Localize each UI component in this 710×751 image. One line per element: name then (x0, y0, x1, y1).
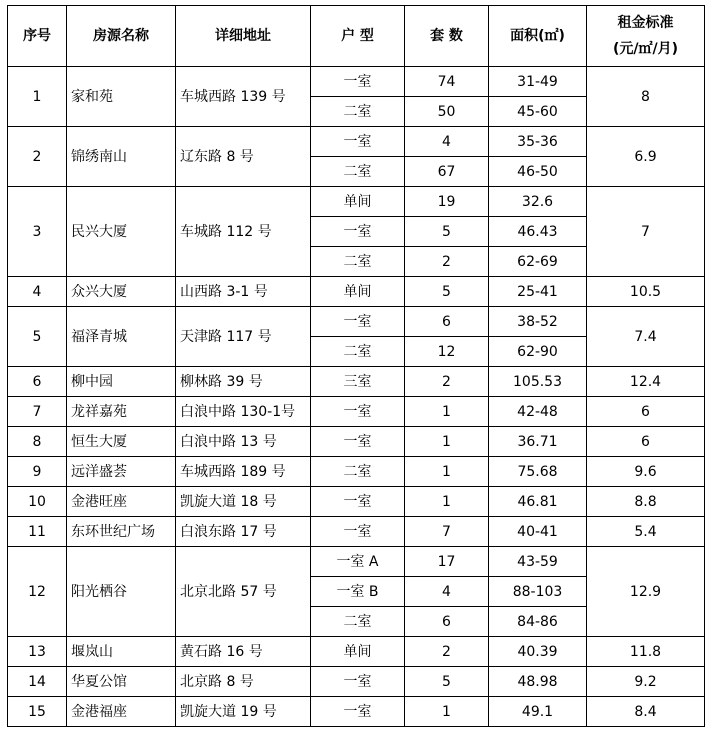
table-row (8, 637, 705, 667)
property-name: 东环世纪广场 (67, 517, 176, 547)
unit-type: 二室 (311, 337, 405, 367)
property-name: 柳中园 (67, 367, 176, 397)
unit-area: 42-48 (489, 397, 587, 427)
unit-area: 38-52 (489, 307, 587, 337)
row-number: 9 (8, 457, 67, 487)
unit-type: 一室 (311, 397, 405, 427)
property-address: 白浪中路 13 号 (176, 427, 311, 457)
unit-type: 单间 (311, 637, 405, 667)
table-row (8, 487, 705, 517)
unit-type: 一室 (311, 667, 405, 697)
row-number: 3 (8, 187, 67, 277)
property-name: 民兴大厦 (67, 187, 176, 277)
unit-area: 75.68 (489, 457, 587, 487)
row-number: 10 (8, 487, 67, 517)
row-number: 5 (8, 307, 67, 367)
unit-type: 二室 (311, 97, 405, 127)
rent-standard: 9.2 (587, 667, 705, 697)
table-body (8, 67, 705, 727)
table-row (8, 457, 705, 487)
unit-type: 一室 (311, 517, 405, 547)
unit-area: 46.43 (489, 217, 587, 247)
unit-count: 6 (405, 607, 489, 637)
header-rent-unit: (元/㎡/月) (612, 41, 679, 57)
unit-area: 49.1 (489, 697, 587, 727)
unit-count: 1 (405, 457, 489, 487)
unit-type: 二室 (311, 607, 405, 637)
unit-area: 62-69 (489, 247, 587, 277)
header-name: 房源名称 (67, 6, 176, 67)
table-row (8, 277, 705, 307)
rental-housing-table-container (7, 5, 704, 746)
unit-count: 74 (405, 67, 489, 97)
property-name: 远洋盛荟 (67, 457, 176, 487)
unit-type: 一室 (311, 67, 405, 97)
unit-count: 2 (405, 637, 489, 667)
rent-standard: 12.9 (587, 547, 705, 637)
row-number: 11 (8, 517, 67, 547)
unit-area: 46-50 (489, 157, 587, 187)
row-number: 14 (8, 667, 67, 697)
unit-count: 19 (405, 187, 489, 217)
property-address: 山西路 3-1 号 (176, 277, 311, 307)
property-address: 辽东路 8 号 (176, 127, 311, 187)
unit-count: 2 (405, 367, 489, 397)
rent-standard: 7 (587, 187, 705, 277)
property-name: 家和苑 (67, 67, 176, 127)
property-address: 车城路 112 号 (176, 187, 311, 277)
unit-count: 5 (405, 667, 489, 697)
table-row (8, 127, 705, 157)
rent-standard: 11.8 (587, 637, 705, 667)
property-address: 北京路 8 号 (176, 667, 311, 697)
header-count: 套 数 (405, 6, 489, 67)
row-number: 4 (8, 277, 67, 307)
header-row (8, 6, 705, 67)
unit-count: 1 (405, 397, 489, 427)
rent-standard: 8.8 (587, 487, 705, 517)
rent-standard: 8 (587, 67, 705, 127)
unit-type: 一室 (311, 127, 405, 157)
unit-area: 25-41 (489, 277, 587, 307)
rent-standard: 5.4 (587, 517, 705, 547)
unit-count: 4 (405, 577, 489, 607)
unit-type: 单间 (311, 277, 405, 307)
header-rent-title: 租金标准 (617, 15, 674, 31)
table-row (8, 187, 705, 217)
property-name: 恒生大厦 (67, 427, 176, 457)
unit-type: 一室 A (311, 547, 405, 577)
row-number: 1 (8, 67, 67, 127)
header-no: 序号 (8, 6, 67, 67)
rent-standard: 6 (587, 427, 705, 457)
rent-standard: 6 (587, 397, 705, 427)
table-row (8, 427, 705, 457)
property-name: 堰岚山 (67, 637, 176, 667)
rent-standard: 9.6 (587, 457, 705, 487)
unit-area: 31-49 (489, 67, 587, 97)
header-rent (587, 6, 705, 67)
table-row (8, 667, 705, 697)
header-address: 详细地址 (176, 6, 311, 67)
property-name: 华夏公馆 (67, 667, 176, 697)
unit-count: 7 (405, 517, 489, 547)
unit-count: 1 (405, 487, 489, 517)
row-number: 8 (8, 427, 67, 457)
rental-housing-table (7, 5, 705, 727)
property-address: 北京北路 57 号 (176, 547, 311, 637)
property-address: 天津路 117 号 (176, 307, 311, 367)
unit-area: 43-59 (489, 547, 587, 577)
unit-type: 二室 (311, 157, 405, 187)
unit-type: 一室 (311, 307, 405, 337)
header-area: 面积(㎡) (489, 6, 587, 67)
row-number: 12 (8, 547, 67, 637)
unit-count: 2 (405, 247, 489, 277)
unit-area: 48.98 (489, 667, 587, 697)
rent-standard: 12.4 (587, 367, 705, 397)
property-address: 凯旋大道 19 号 (176, 697, 311, 727)
unit-count: 17 (405, 547, 489, 577)
property-address: 白浪中路 130-1号 (176, 397, 311, 427)
unit-type: 一室 (311, 427, 405, 457)
property-address: 凯旋大道 18 号 (176, 487, 311, 517)
property-address: 车城西路 139 号 (176, 67, 311, 127)
property-address: 黄石路 16 号 (176, 637, 311, 667)
property-name: 阳光栖谷 (67, 547, 176, 637)
unit-area: 35-36 (489, 127, 587, 157)
property-address: 车城西路 189 号 (176, 457, 311, 487)
unit-count: 12 (405, 337, 489, 367)
unit-area: 32.6 (489, 187, 587, 217)
unit-type: 二室 (311, 457, 405, 487)
table-row (8, 517, 705, 547)
unit-type: 单间 (311, 187, 405, 217)
row-number: 2 (8, 127, 67, 187)
table-row (8, 307, 705, 337)
unit-type: 三室 (311, 367, 405, 397)
row-number: 7 (8, 397, 67, 427)
row-number: 6 (8, 367, 67, 397)
header-layout: 户 型 (311, 6, 405, 67)
unit-area: 45-60 (489, 97, 587, 127)
unit-type: 一室 (311, 217, 405, 247)
unit-area: 88-103 (489, 577, 587, 607)
unit-count: 5 (405, 277, 489, 307)
property-name: 锦绣南山 (67, 127, 176, 187)
property-name: 金港旺座 (67, 487, 176, 517)
property-name: 福泽青城 (67, 307, 176, 367)
unit-type: 二室 (311, 247, 405, 277)
unit-area: 84-86 (489, 607, 587, 637)
unit-count: 6 (405, 307, 489, 337)
unit-area: 62-90 (489, 337, 587, 367)
unit-type: 一室 (311, 697, 405, 727)
property-name: 龙祥嘉苑 (67, 397, 176, 427)
unit-area: 46.81 (489, 487, 587, 517)
unit-count: 5 (405, 217, 489, 247)
table-row (8, 697, 705, 727)
unit-count: 4 (405, 127, 489, 157)
rent-standard: 7.4 (587, 307, 705, 367)
row-number: 15 (8, 697, 67, 727)
table-row (8, 547, 705, 577)
unit-type: 一室 (311, 487, 405, 517)
unit-area: 105.53 (489, 367, 587, 397)
property-name: 众兴大厦 (67, 277, 176, 307)
rent-standard: 10.5 (587, 277, 705, 307)
table-row (8, 397, 705, 427)
unit-type: 一室 B (311, 577, 405, 607)
rent-standard: 8.4 (587, 697, 705, 727)
table-row (8, 67, 705, 97)
row-number: 13 (8, 637, 67, 667)
unit-area: 40.39 (489, 637, 587, 667)
property-address: 白浪东路 17 号 (176, 517, 311, 547)
table-row (8, 367, 705, 397)
property-name: 金港福座 (67, 697, 176, 727)
unit-count: 67 (405, 157, 489, 187)
rent-standard: 6.9 (587, 127, 705, 187)
unit-area: 36.71 (489, 427, 587, 457)
unit-count: 1 (405, 697, 489, 727)
property-address: 柳林路 39 号 (176, 367, 311, 397)
unit-count: 1 (405, 427, 489, 457)
unit-count: 50 (405, 97, 489, 127)
unit-area: 40-41 (489, 517, 587, 547)
